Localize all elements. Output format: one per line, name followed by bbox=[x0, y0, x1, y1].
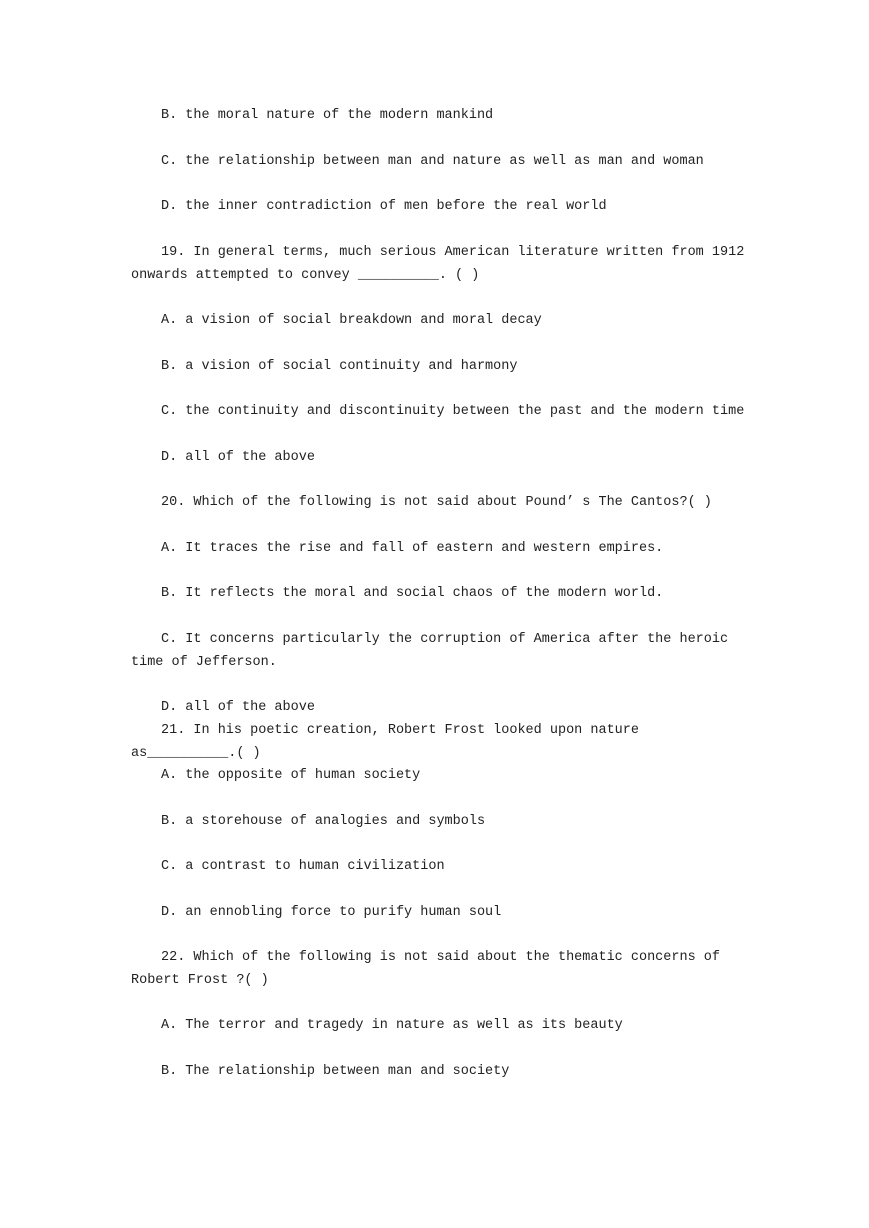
q21-option-a: A. the opposite of human society bbox=[161, 768, 421, 783]
q19-option-b: B. a vision of social continuity and harmony bbox=[161, 359, 518, 374]
q19-question: 19. In general terms, much serious American literature written from 1912 onwards attempted to convey __________. ( ) bbox=[131, 245, 753, 283]
q19-option-d: D. all of the above bbox=[161, 450, 315, 465]
q22-option-b: B. The relationship between man and society bbox=[161, 1064, 510, 1079]
q21-option-c: C. a contrast to human civilization bbox=[161, 859, 445, 874]
q22-question: 22. Which of the following is not said about the thematic concerns of Robert Frost ?( ) bbox=[131, 950, 729, 988]
q19-option-a: A. a vision of social breakdown and moral decay bbox=[161, 313, 542, 328]
q18-option-c: C. the relationship between man and nature as well as man and woman bbox=[161, 154, 704, 169]
q20-option-d: D. all of the above bbox=[161, 700, 315, 715]
q20-option-c: C. It concerns particularly the corruption of America after the heroic time of Jefferson. bbox=[131, 632, 737, 670]
q22-option-a: A. The terror and tragedy in nature as well as its beauty bbox=[161, 1018, 623, 1033]
q18-option-b: B. the moral nature of the modern mankind bbox=[161, 108, 494, 123]
q21-option-d: D. an ennobling force to purify human soul bbox=[161, 905, 502, 920]
q21-question: 21. In his poetic creation, Robert Frost looked upon nature as__________.( ) bbox=[131, 723, 648, 761]
q21-option-b: B. a storehouse of analogies and symbols bbox=[161, 814, 486, 829]
q20-question: 20. Which of the following is not said about Pound’ s The Cantos?( ) bbox=[161, 495, 712, 510]
q20-option-a: A. It traces the rise and fall of eastern and western empires. bbox=[161, 541, 664, 556]
q19-option-c: C. the continuity and discontinuity between the past and the modern time bbox=[161, 404, 745, 419]
q20-option-b: B. It reflects the moral and social chaos of the modern world. bbox=[161, 586, 664, 601]
q18-option-d: D. the inner contradiction of men before the real world bbox=[161, 199, 607, 214]
